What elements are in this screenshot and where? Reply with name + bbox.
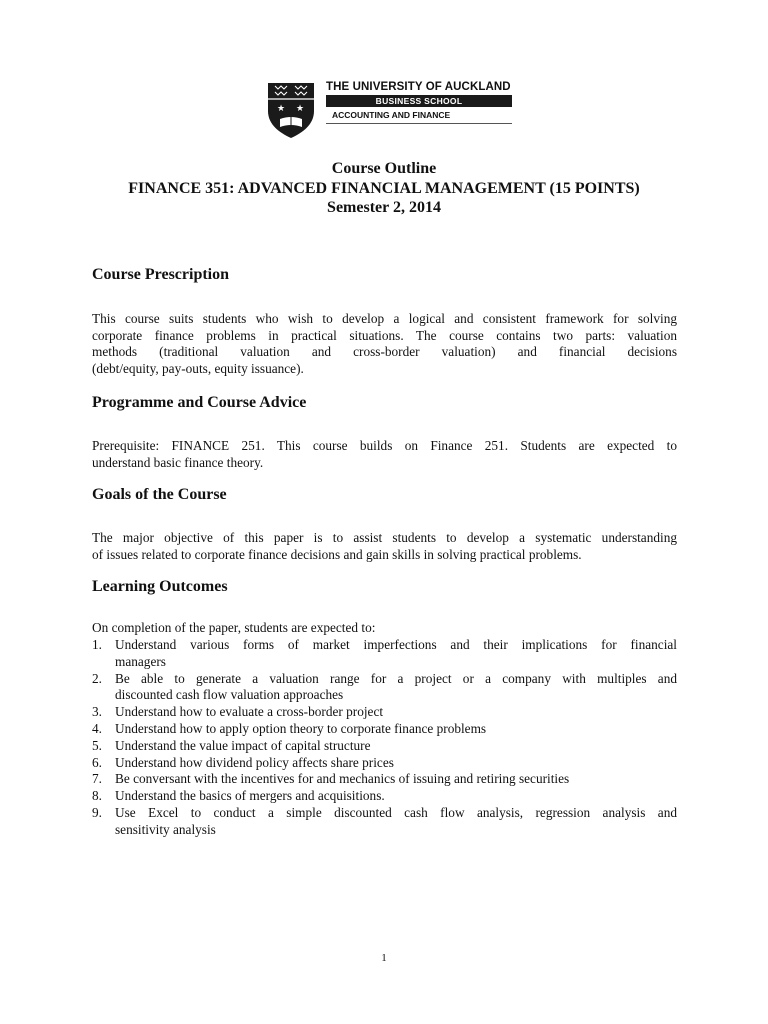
outcomes-heading: Learning Outcomes xyxy=(92,578,228,595)
list-item-text: Understand how to apply option theory to corporate finance problems xyxy=(115,720,487,736)
department-name: ACCOUNTING AND FINANCE xyxy=(332,110,451,120)
list-item-text: managers xyxy=(115,653,166,669)
prescription-heading: Course Prescription xyxy=(92,266,230,283)
paragraph-line: corporate finance problems in practical situations. The course contains two parts: valuation xyxy=(92,327,677,343)
list-item-text: sensitivity analysis xyxy=(115,821,216,837)
title-block xyxy=(60,159,708,218)
list-number: 6. xyxy=(92,754,102,770)
course-title: FINANCE 351: ADVANCED FINANCIAL MANAGEMENT (15 POINTS) xyxy=(128,179,640,197)
university-name: THE UNIVERSITY OF AUCKLAND xyxy=(326,81,511,93)
list-item-text: Be conversant with the incentives for and mechanics of issuing and retiring securities xyxy=(115,771,570,787)
list-item-text: Understand various forms of market imperfections and their implications for financial xyxy=(115,637,677,652)
university-crest-icon xyxy=(266,81,316,139)
department-underline xyxy=(326,123,512,124)
list-number: 3. xyxy=(92,704,102,720)
goals-heading: Goals of the Course xyxy=(92,486,227,503)
list-item-text: Be able to generate a valuation range for a project or a company with multiples and xyxy=(115,670,677,686)
list-item-text: Understand how dividend policy affects share prices xyxy=(115,754,394,770)
list-item xyxy=(92,755,677,772)
paragraph-line: of issues related to corporate finance decisions and gain skills in solving practical problems. xyxy=(92,546,582,562)
document-type: Course Outline xyxy=(331,160,437,177)
paragraph-line: methods (traditional valuation and cross-border valuation) and financial decisions xyxy=(92,344,677,359)
paragraph-line: This course suits students who wish to develop a logical and consistent framework for solving xyxy=(92,311,677,326)
list-number: 7. xyxy=(92,771,102,787)
list-item xyxy=(92,805,677,839)
prescription-paragraph xyxy=(92,311,677,377)
paragraph-line: The major objective of this paper is to assist students to develop a systematic understanding xyxy=(92,530,677,545)
paragraph-line: (debt/equity, pay-outs, equity issuance). xyxy=(92,360,304,376)
list-number: 1. xyxy=(92,637,102,652)
list-item xyxy=(92,771,677,788)
list-item-text: Understand how to evaluate a cross-border project xyxy=(115,704,384,720)
business-school-band: BUSINESS SCHOOL xyxy=(326,95,512,107)
advice-paragraph xyxy=(92,438,677,471)
list-item xyxy=(92,637,677,671)
svg-text:★: ★ xyxy=(296,104,305,114)
svg-text:★: ★ xyxy=(277,104,286,114)
page-number: 1 xyxy=(381,952,387,964)
list-item xyxy=(92,738,677,755)
list-number: 4. xyxy=(92,720,102,736)
list-item xyxy=(92,671,677,705)
list-item xyxy=(92,721,677,738)
list-item-text: Use Excel to conduct a simple discounted cash flow analysis, regression analysis and xyxy=(115,804,677,820)
list-item-text: Understand the value impact of capital structure xyxy=(115,737,371,753)
paragraph-line: understand basic finance theory. xyxy=(92,454,264,470)
outcomes-intro: On completion of the paper, students are expected to: xyxy=(92,620,376,635)
list-item-text: discounted cash flow valuation approaches xyxy=(115,687,344,703)
list-item xyxy=(92,788,677,805)
university-logo xyxy=(266,79,510,139)
semester: Semester 2, 2014 xyxy=(327,199,441,216)
list-item-text: Understand the basics of mergers and acquisitions. xyxy=(115,788,385,804)
paragraph-line: Prerequisite: FINANCE 251. This course builds on Finance 251. Students are expected to xyxy=(92,438,677,453)
outcomes-list xyxy=(92,637,677,839)
advice-heading: Programme and Course Advice xyxy=(92,394,307,411)
list-number: 5. xyxy=(92,737,102,753)
list-number: 2. xyxy=(92,670,102,686)
list-number: 8. xyxy=(92,788,102,804)
list-number: 9. xyxy=(92,804,102,820)
goals-paragraph xyxy=(92,530,677,563)
list-item xyxy=(92,704,677,721)
